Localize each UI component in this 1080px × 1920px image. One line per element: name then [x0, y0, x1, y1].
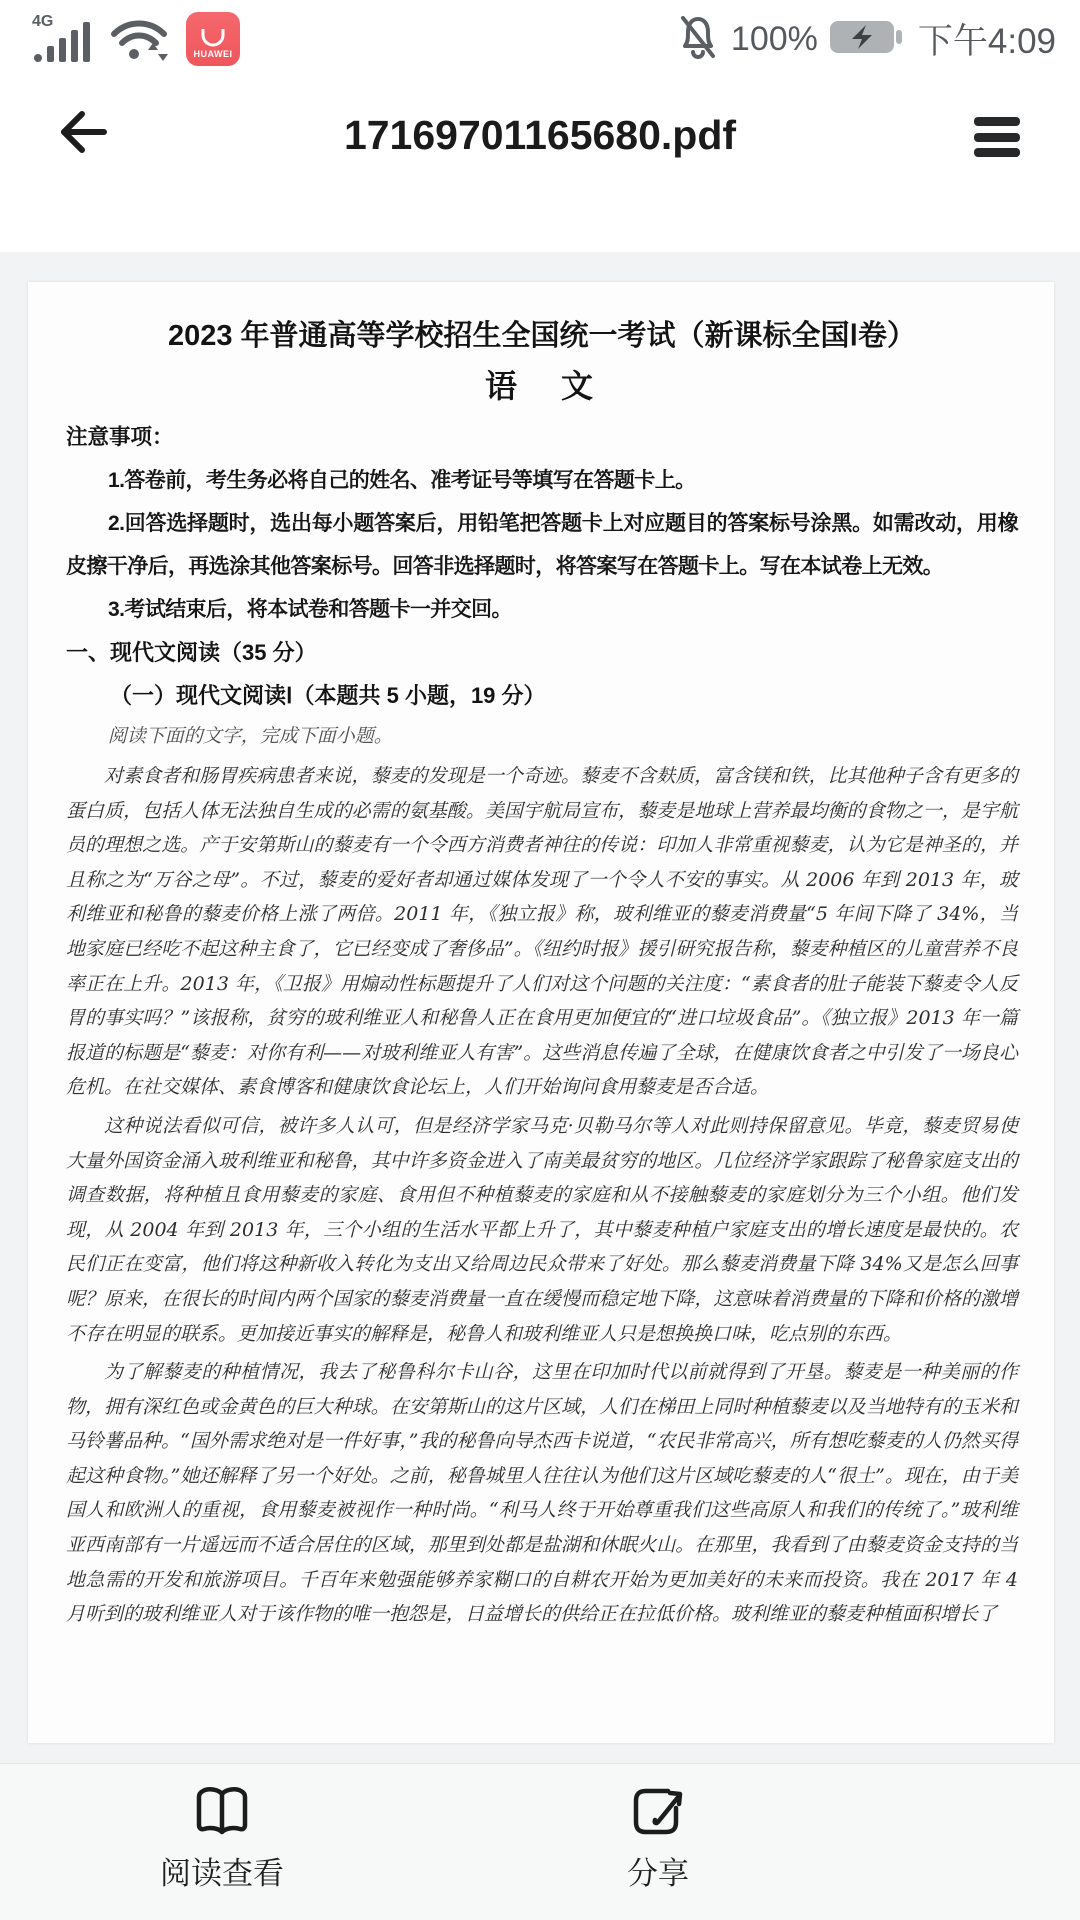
back-arrow-icon [54, 104, 110, 160]
notice-item-2: 2.回答选择题时，选出每小题答案后，用铅笔把答题卡上对应题目的答案标号涂黑。如需改动，用橡皮擦干净后，再选涂其他答案标号。回答非选择题时，将答案写在答题卡上。写在本试卷上无效。 [66, 512, 1018, 578]
exam-subject: 语 文 [484, 368, 599, 404]
app-header [0, 72, 1080, 252]
passage-paragraph-2: 这种说法看似可信，被许多人认可，但是经济学家马克·贝勒马尔等人对此则持保留意见。毕竟，藜麦贸易使大量外国资金涌入玻利维亚和秘鲁，其中许多资金进入了南美最贫穷的地区。几位经济学家跟踪了秘鲁家庭支出的调查数据，将种植且食用藜麦的家庭、食用但不种植藜麦的家庭和从不接触藜麦的家庭划分为三个小组。他们发现，从 2004 年到 2013 年，三个小组的生活水平都上升了，其中藜麦种植户家庭支出的增长速度是最快的。农民们正在变富，他们将这种新收入转化为支出又给周边民众带来了好处。那么藜麦消费量下降 34%又是怎么回事呢？原来，在很长的时间内两个国家的藜麦消费量一直在缓慢而稳定地下降，这意味着消费量的下降和价格的激增不存在明显的联系。更加接近事实的解释是，秘鲁人和玻利维亚人只是想换换口味，吃点别的东西。 [66, 1114, 1018, 1345]
share-button[interactable] [548, 1782, 768, 1893]
open-book-icon [192, 1782, 252, 1840]
battery-percent-label: 100% [730, 19, 818, 58]
notice-heading: 注意事项： [66, 425, 174, 449]
notice-item-1: 1.答卷前，考生务必将自己的姓名、准考证号等填写在答题卡上。 [108, 469, 696, 492]
status-bar-left [30, 10, 240, 69]
notice-item-3: 3.考试结束后，将本试卷和答题卡一并交回。 [108, 598, 512, 621]
exam-title: 2023 年普通高等学校招生全国统一考试（新课标全国Ⅰ卷） [167, 320, 917, 352]
cellular-signal-icon [30, 10, 92, 69]
share-label: 分享 [627, 1856, 689, 1891]
subsection-heading: （一）现代文阅读Ⅰ（本题共 5 小题，19 分） [110, 683, 546, 708]
read-view-button[interactable] [112, 1782, 332, 1893]
passage-paragraph-1: 对素食者和肠胃疾病患者来说，藜麦的发现是一个奇迹。藜麦不含麸质，富含镁和铁，比其他种子含有更多的蛋白质，包括人体无法独自生成的必需的氨基酸。美国宇航局宣布，藜麦是地球上营养最均衡的食物之一，是宇航员的理想之选。产于安第斯山的藜麦有一个令西方消费者神往的传说：印加人非常重视藜麦，认为它是神圣的，并且称之为“万谷之母”。不过，藜麦的爱好者却通过媒体发现了一个令人不安的事实。从 2006 年到 2013 年，玻利维亚和秘鲁的藜麦价格上涨了两倍。2011 年，《独立报》称，玻利维亚的藜麦消费量“5 年间下降了 34%，当地家庭已经吃不起这种主食了，它已经变成了奢侈品”。《纽约时报》援引研究报告称，藜麦种植区的儿童营养不良率正在上升。2013 年，《卫报》用煽动性标题提升了人们对这个问题的关注度：“素食者的肚子能装下藜麦令人反胃的事实吗？”该报称，贫穷的玻利维亚人和秘鲁人正在食用更加便宜的“进口垃圾食品”。《独立报》2013 年一篇报道的标题是“藜麦：对你有利——对玻利维亚人有害”。这些消息传遍了全球，在健康饮食者之中引发了一场良心危机。在社交媒体、素食博客和健康饮食论坛上，人们开始询问食用藜麦是否合适。 [66, 765, 1018, 1099]
bottom-toolbar [0, 1763, 1080, 1920]
huawei-appgallery-icon [186, 12, 240, 66]
clock-label: 下午4:09 [917, 22, 1056, 61]
huawei-badge-label: HUAWEI [193, 49, 233, 59]
section-heading: 一、现代文阅读（35 分） [66, 640, 317, 665]
pdf-page[interactable] [28, 282, 1054, 1743]
network-type-label: 4G [32, 12, 54, 30]
read-view-label: 阅读查看 [160, 1856, 284, 1891]
file-title: 17169701165680.pdf [343, 112, 737, 158]
status-bar [0, 0, 1080, 72]
status-bar-right [675, 12, 1056, 67]
pdf-scroll-area[interactable] [0, 252, 1080, 1763]
back-button[interactable] [54, 104, 110, 160]
pdf-page-content [28, 282, 1054, 1632]
share-icon [628, 1782, 688, 1840]
wifi-icon [108, 10, 170, 69]
menu-button[interactable] [974, 114, 1022, 160]
reading-instruction: 阅读下面的文字，完成下面小题。 [107, 725, 393, 747]
menu-icon [974, 117, 1020, 126]
passage-paragraph-3: 为了解藜麦的种植情况，我去了秘鲁科尔卡山谷，这里在印加时代以前就得到了开垦。藜麦是一种美丽的作物，拥有深红色或金黄色的巨大种球。在安第斯山的这片区域，人们在梯田上同时种植藜麦以及当地特有的玉米和马铃薯品种。“国外需求绝对是一件好事，”我的秘鲁向导杰西卡说道，“农民非常高兴，所有想吃藜麦的人仍然买得起这种食物。”她还解释了另一个好处。之前，秘鲁城里人往往认为他们这片区域吃藜麦的人“很土”。现在，由于美国人和欧洲人的重视，食用藜麦被视作一种时尚。“利马人终于开始尊重我们这些高原人和我们的传统了。”玻利维亚西南部有一片遥远而不适合居住的区域，那里到处都是盐湖和休眠火山。在那里，我看到了由藜麦资金支持的当地急需的开发和旅游项目。千百年来勉强能够养家糊口的自耕农开始为更加美好的未来而投资。我在 2017 年 4 月听到的玻利维亚人对于该作物的唯一抱怨是，日益增长的供给正在拉低价格。玻利维亚的藜麦种植面积增长了 [66, 1361, 1018, 1626]
battery-charging-icon [828, 17, 904, 62]
notifications-muted-icon [675, 12, 721, 67]
